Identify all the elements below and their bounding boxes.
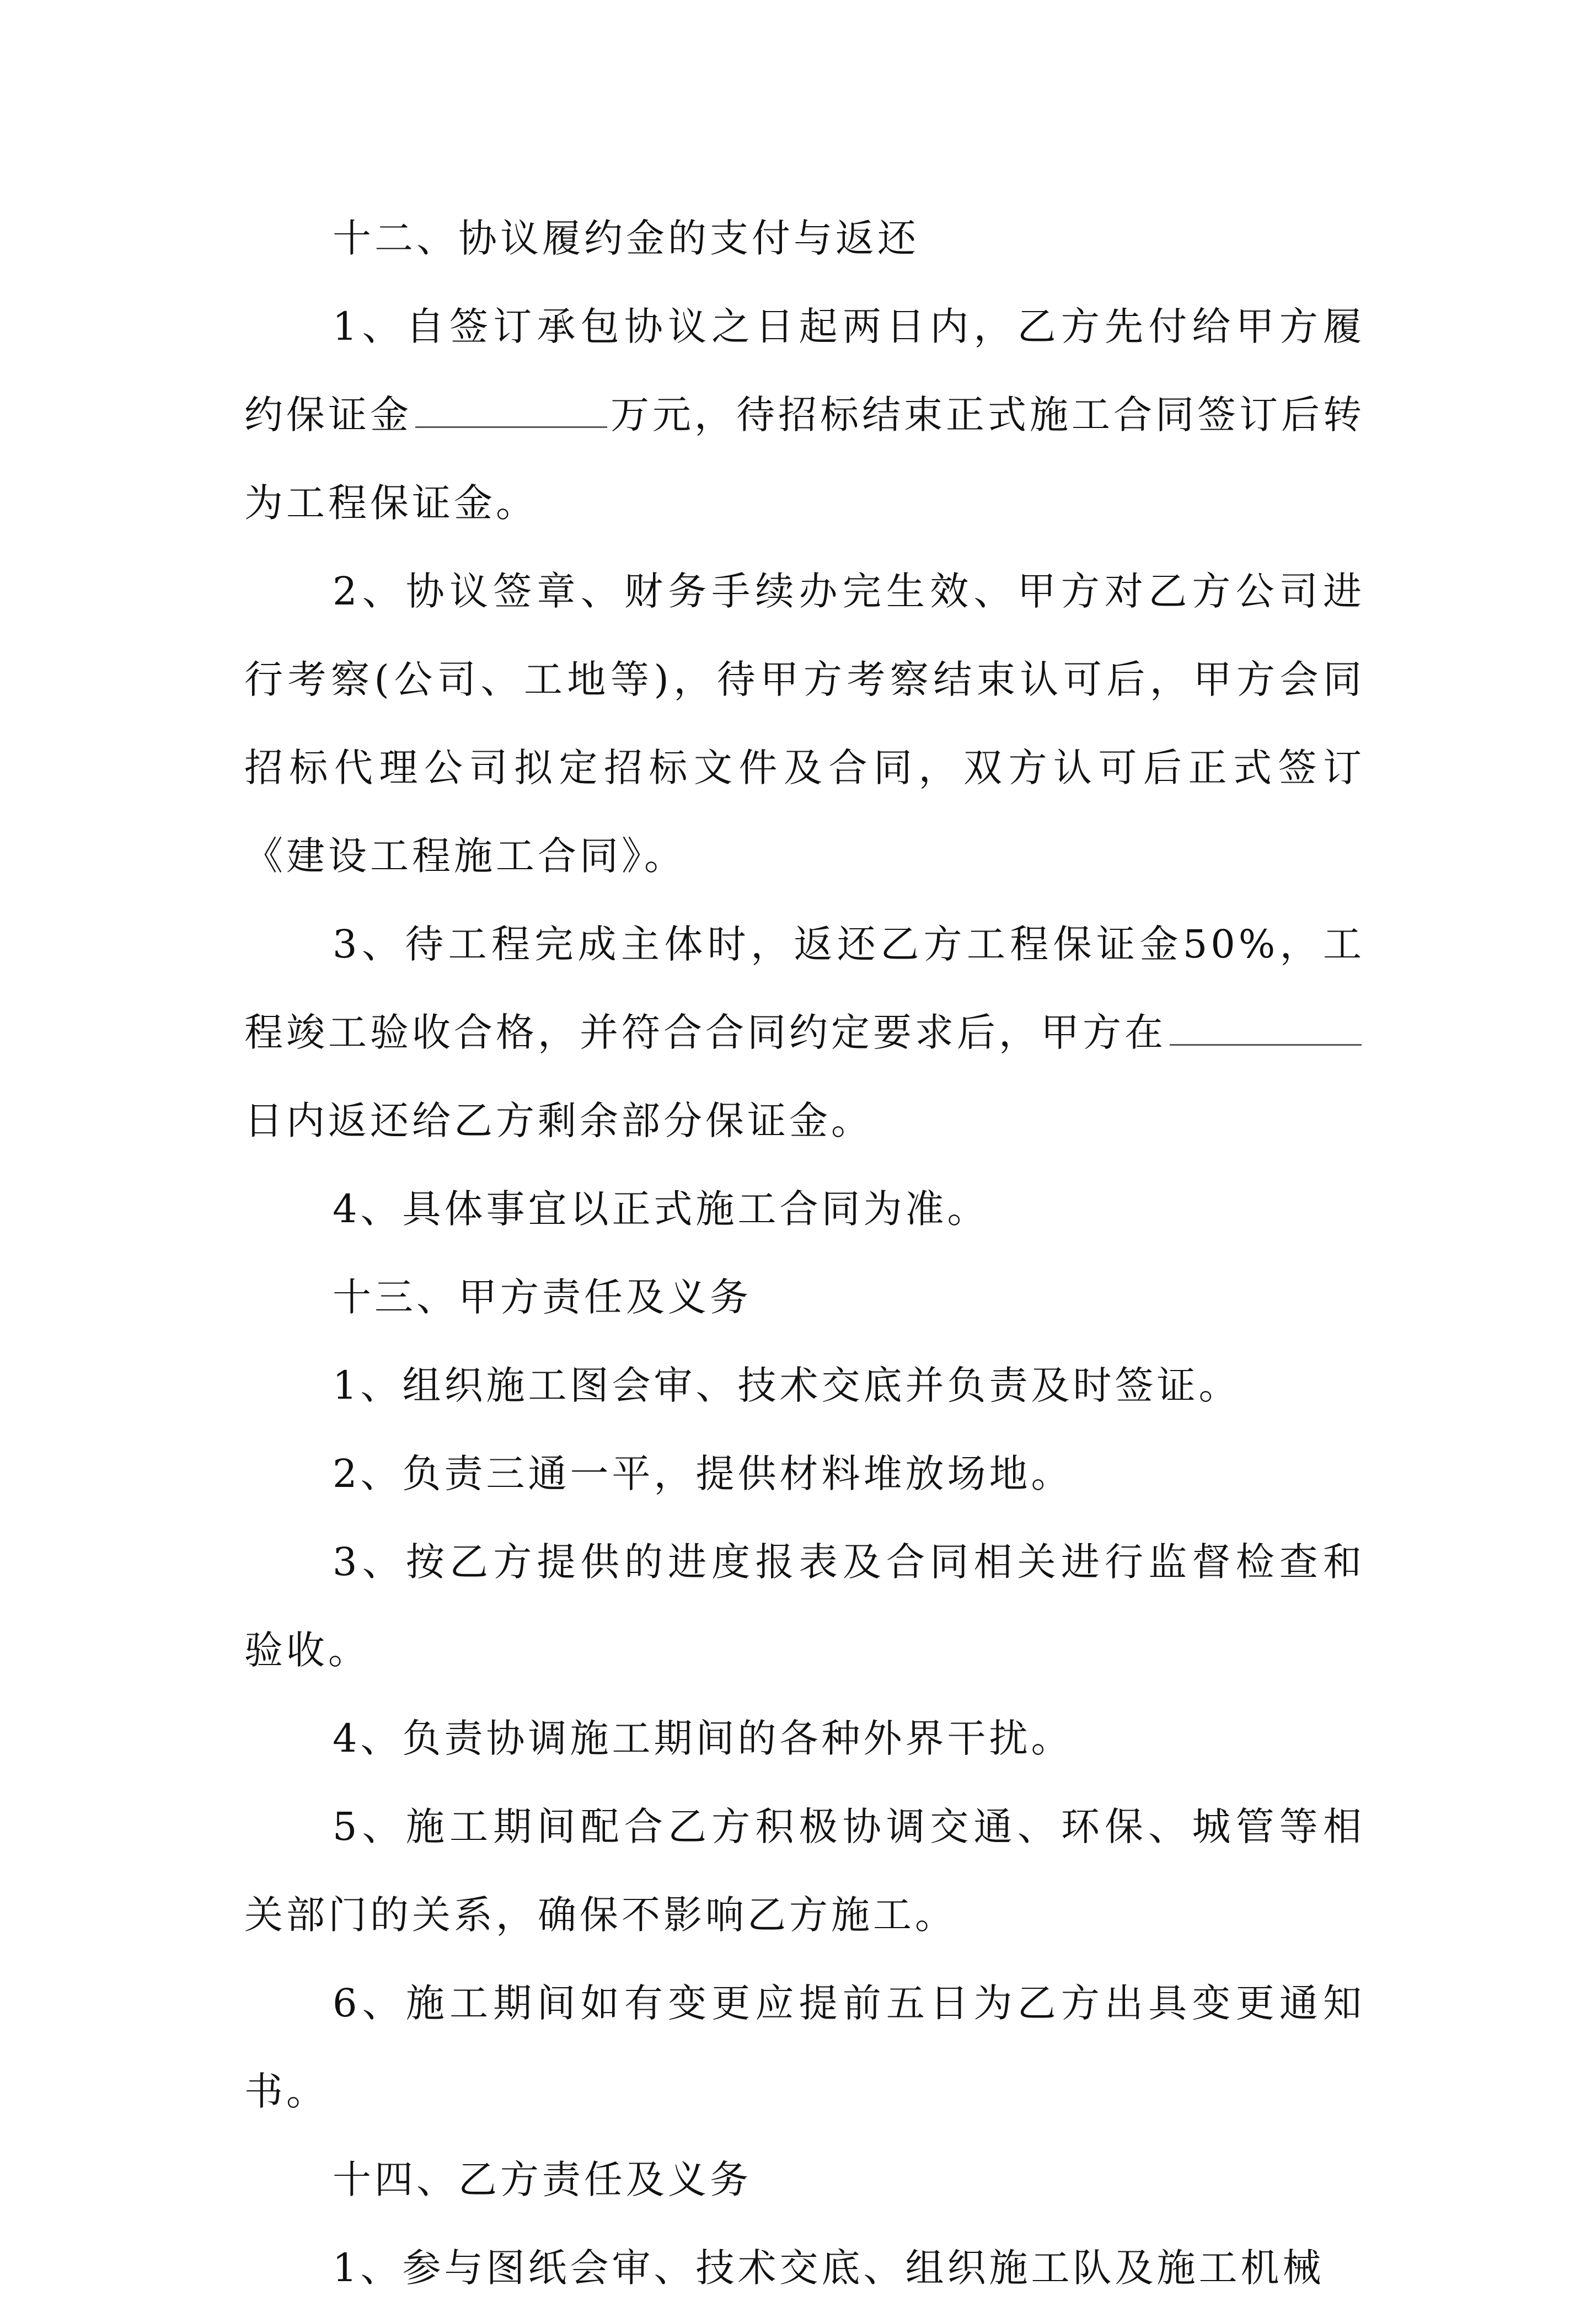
blank-days-field (1170, 1042, 1362, 1046)
section-heading-14 (244, 2136, 1365, 2224)
paragraph-text: 2、协议签章、财务手续办完生效、甲方对乙方公司进行考察(公司、工地等)，待甲方考察结束认可后，甲方会同招标代理公司拟定招标文件及合同，双方认可后正式签订《建设工程施工合同》。 (244, 569, 1365, 879)
clause-14-1 (244, 2224, 1365, 2312)
clause-12-4 (244, 1165, 1365, 1253)
paragraph-text: 万元，待招标结束正式施工合同签订后转为工程保证金。 (244, 392, 1365, 526)
clause-13-6 (244, 1959, 1365, 2136)
section-heading-12 (244, 194, 1365, 282)
clause-13-3 (244, 1518, 1365, 1694)
paragraph-text: 十四、乙方责任及义务 (333, 2157, 752, 2202)
blank-amount-field (415, 424, 607, 428)
clause-12-2 (244, 547, 1365, 900)
clause-13-2 (244, 1430, 1365, 1518)
document-body (244, 194, 1365, 2312)
paragraph-text: 5、施工期间配合乙方积极协调交通、环保、城管等相关部门的关系，确保不影响乙方施工。 (244, 1804, 1365, 1938)
paragraph-text: 3、按乙方提供的进度报表及合同相关进行监督检查和验收。 (244, 1539, 1365, 1673)
paragraph-text: 6、施工期间如有变更应提前五日为乙方出具变更通知书。 (244, 1981, 1365, 2114)
paragraph-text: 3、待工程完成主体时，返还乙方工程保证金50%，工程竣工验收合格，并符合合同约定要求后，甲方在 (244, 922, 1365, 1055)
paragraph-text: 1、自签订承包协议之日起两日内，乙方先付给甲方履约保证金 (244, 304, 1365, 437)
clause-13-1 (244, 1341, 1365, 1430)
clause-13-5 (244, 1783, 1365, 1959)
paragraph-text: 2、负责三通一平，提供材料堆放场地。 (333, 1451, 1073, 1496)
paragraph-text: 4、负责协调施工期间的各种外界干扰。 (333, 1716, 1073, 1761)
paragraph-text: 4、具体事宜以正式施工合同为准。 (333, 1186, 989, 1232)
clause-12-1 (244, 282, 1365, 547)
paragraph-text: 十三、甲方责任及义务 (333, 1275, 752, 1320)
paragraph-text: 日内返还给乙方剩余部分保证金。 (244, 1098, 873, 1143)
clause-13-4 (244, 1694, 1365, 1783)
clause-12-3 (244, 900, 1365, 1165)
paragraph-text: 1、组织施工图会审、技术交底并负责及时签证。 (333, 1363, 1241, 1408)
paragraph-text: 十二、协议履约金的支付与返还 (333, 216, 919, 261)
section-heading-13 (244, 1253, 1365, 1341)
paragraph-text: 1、参与图纸会审、技术交底、组织施工队及施工机械 (333, 2245, 1325, 2290)
